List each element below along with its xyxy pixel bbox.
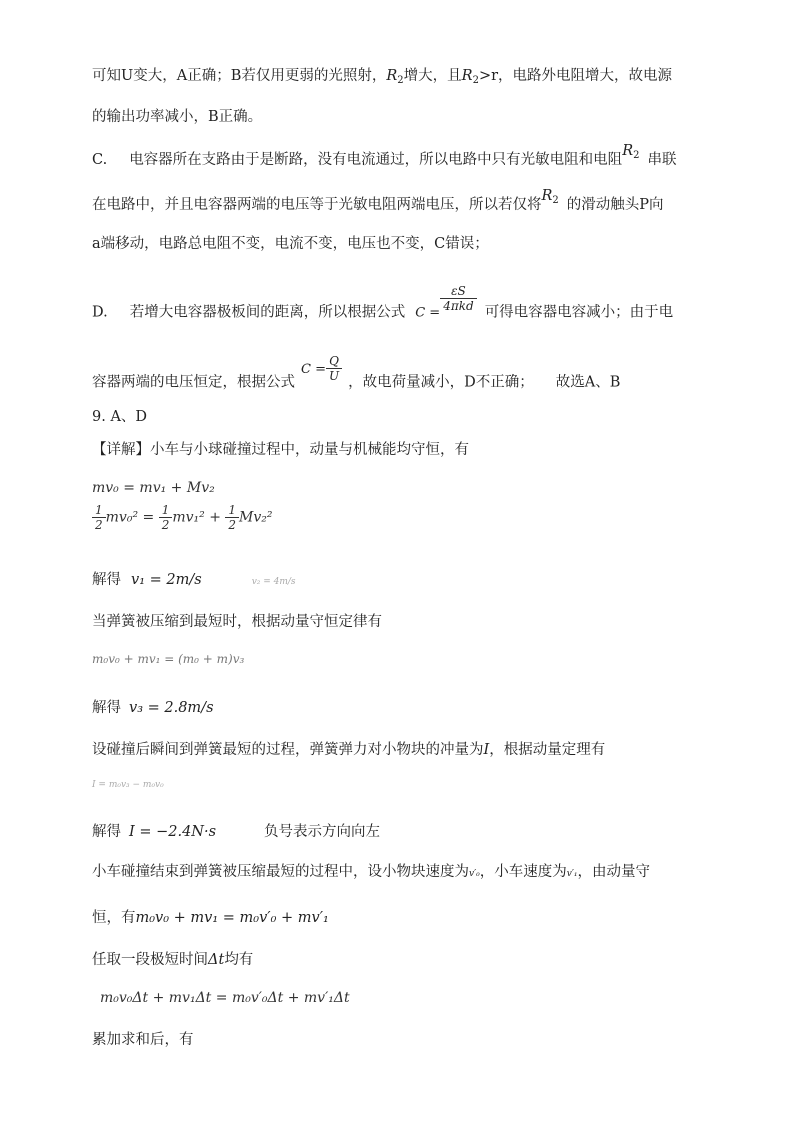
energy-equation bbox=[92, 503, 272, 532]
capacitance-formula: $\frac{\varepsilon S}{\text{4πkd}}$ bbox=[440, 284, 476, 313]
text-segment: ，故电荷量减小，D不正确； bbox=[348, 374, 534, 391]
text-segment: >r，电路外电阻增大，故电源 bbox=[478, 68, 673, 84]
text-segment: 解得 bbox=[92, 572, 121, 588]
text-segment: 小车碰撞结束到弹簧被压缩最短的过程中，设小物块速度为 bbox=[92, 864, 469, 880]
resistor-symbol: $R_2$ bbox=[461, 68, 479, 86]
item-label: D. bbox=[92, 304, 108, 321]
text-line-solve-2 bbox=[92, 698, 214, 718]
text-segment: 的滑动触头P向 bbox=[566, 197, 664, 213]
text-segment: 电容器所在支路由于是断路，没有电流通过，所以电路中只有光敏电阻和电阻 bbox=[129, 152, 623, 168]
formula-lhs: C = bbox=[301, 361, 326, 377]
text-line-4 bbox=[92, 188, 664, 220]
text-segment: 可知U变大，A正确；B若仅用更弱的光照射， bbox=[92, 68, 387, 84]
text-segment: ，由动量守 bbox=[577, 864, 650, 880]
text-segment: 容器两端的电压恒定，根据公式 bbox=[92, 374, 295, 391]
text-segment: 恒，有 bbox=[92, 910, 136, 926]
text-segment: 解得 bbox=[92, 700, 121, 716]
text-segment: ，根据动量定理有 bbox=[489, 742, 606, 758]
text-segment: 在电路中，并且电容器两端的电压等于光敏电阻两端电压，所以若仅将 bbox=[92, 197, 542, 213]
text-line-1 bbox=[92, 66, 672, 91]
text-line-3 bbox=[92, 143, 677, 175]
text-segment: 均有 bbox=[224, 952, 254, 968]
text-line-solve-1 bbox=[92, 570, 296, 592]
text-line-13 bbox=[92, 740, 605, 760]
momentum-equation-2: m₀v₀ + mv₁ = (m₀ + m)v₃ bbox=[92, 652, 245, 666]
resistor-symbol: $R_2$ bbox=[541, 188, 559, 206]
text-line-18: 累加求和后，有 bbox=[92, 1032, 194, 1048]
equation-result: v₁ = 2m/s bbox=[131, 572, 202, 588]
text-line-15 bbox=[92, 862, 650, 884]
text-segment: 若增大电容器极板间的距离，所以根据公式 bbox=[129, 304, 406, 321]
text-line-16 bbox=[92, 908, 329, 928]
half-fraction: $\frac{1}{2}$ bbox=[159, 503, 173, 532]
charge-formula: $\frac{Q}{U}$ bbox=[326, 354, 342, 383]
equation-term: mv₁² + bbox=[172, 509, 221, 526]
text-line-solve-3 bbox=[92, 822, 380, 842]
text-segment: 任取一段极短时间 bbox=[92, 952, 208, 968]
text-segment: 串联 bbox=[647, 152, 677, 168]
equation-result: v₃ = 2.8m/s bbox=[129, 700, 214, 716]
delta-t-symbol: Δt bbox=[208, 952, 225, 968]
impulse-equation: I = m₀v₃ − m₀v₀ bbox=[92, 780, 164, 790]
text-segment: 解得 bbox=[92, 824, 121, 840]
text-line-7 bbox=[92, 354, 621, 397]
momentum-increment-equation: m₀v₀Δt + mv₁Δt = m₀v′₀Δt + mv′₁Δt bbox=[100, 990, 350, 1006]
equation-result: v₂ = 4m/s bbox=[251, 577, 296, 587]
equation-term: Mv₂² bbox=[239, 509, 273, 526]
text-line-6 bbox=[92, 284, 674, 327]
text-segment: 增大，且 bbox=[403, 68, 462, 84]
resistor-symbol: $R_2$ bbox=[386, 68, 404, 86]
half-fraction: $\frac{1}{2}$ bbox=[92, 503, 106, 532]
text-segment: 故选A、B bbox=[555, 374, 621, 391]
equation-term: mv₀² = bbox=[105, 509, 155, 526]
answer-heading: 9. A、D bbox=[92, 409, 148, 425]
text-segment: 设碰撞后瞬间到弹簧最短的过程，弹簧弹力对小物块的冲量为 bbox=[92, 742, 484, 758]
velocity-symbol: v′₁ bbox=[566, 869, 578, 879]
text-line-11: 当弹簧被压缩到最短时，根据动量守恒定律有 bbox=[92, 614, 382, 630]
momentum-equation: mv₀ = mv₁ + Mv₂ bbox=[92, 480, 215, 496]
text-line-2: 的输出功率减小，B正确。 bbox=[92, 109, 263, 125]
formula-lhs: C = bbox=[415, 305, 441, 321]
half-fraction: $\frac{1}{2}$ bbox=[225, 503, 239, 532]
velocity-symbol: v′₀ bbox=[469, 869, 480, 879]
equation-result: I = −2.4N·s bbox=[129, 824, 217, 840]
resistor-symbol: $R_2$ bbox=[622, 143, 640, 161]
impulse-symbol: I bbox=[483, 742, 490, 758]
momentum-equation-3: m₀v₀ + mv₁ = m₀v′₀ + mv′₁ bbox=[135, 910, 329, 926]
text-segment: 可得电容器电容减小；由于电 bbox=[484, 304, 674, 321]
text-line-5: a端移动，电路总电阻不变，电流不变，电压也不变，C错误； bbox=[92, 236, 489, 252]
text-segment: 负号表示方向向左 bbox=[264, 824, 381, 840]
item-label: C. bbox=[92, 152, 108, 168]
text-line-17 bbox=[92, 950, 253, 970]
text-segment: ，小车速度为 bbox=[479, 864, 567, 880]
detail-intro: 【详解】小车与小球碰撞过程中，动量与机械能均守恒，有 bbox=[92, 442, 469, 458]
